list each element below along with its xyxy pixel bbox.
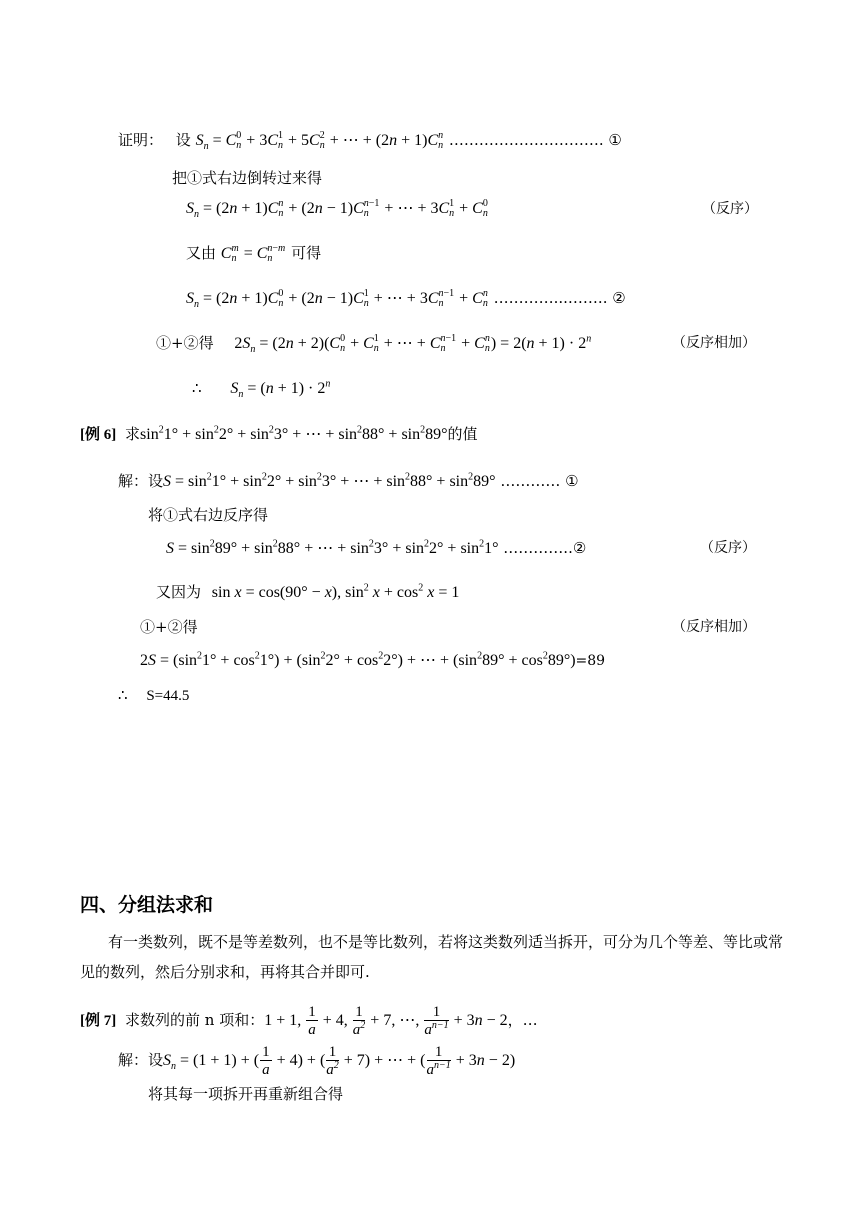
example6-ask: 求 xyxy=(125,425,141,443)
formula-2s: $2S = (\sin^21^\circ + \cos^21^\circ) + (\sin^22^\circ + \cos^22^\circ)$ + ⋯ + $(\sin^289^\circ + \cos^289^\circ)$ xyxy=(140,650,576,669)
formula-combination-symmetry: C m n = C n−m n xyxy=(220,243,286,265)
example6-value-of: 的值 xyxy=(447,425,478,443)
ex6-reverse-text: 将①式右边反序得 xyxy=(148,506,269,524)
ex7-split-text: 将其每一项拆开再重新组合得 xyxy=(148,1085,344,1103)
formula-sin-sum: $\sin^21^\circ + \sin^22^\circ + \sin^23^\circ$ + ⋯ + $\sin^288^\circ + \sin^289^\circ$ xyxy=(140,424,448,443)
ex6-solve-line xyxy=(118,471,579,492)
formula-sn-reversed: $S_n = (2n + 1)C$ n n + (2n − 1)C n−1 n + ⋯ + 3C 1 n + C 0 n xyxy=(186,198,488,221)
ex6-answer: S=44.5 xyxy=(146,688,190,704)
proof-result-line xyxy=(192,378,330,399)
again-text: 又由 xyxy=(186,244,217,262)
formula-sn-def: $S_n = C$ 0 n + 3C 1 n + 5C 2 n + ⋯ + (2n + 1)C n n xyxy=(195,130,444,153)
proof-line-4 xyxy=(186,288,626,309)
example7-ask: 求数列的前 n 项和： xyxy=(125,1011,265,1029)
ex7-solve-label: 解：设 xyxy=(118,1051,164,1069)
proof-line-1 xyxy=(118,130,622,151)
example7-tail: ，… xyxy=(507,1011,538,1029)
note-reverse-1: （反序） xyxy=(702,201,758,217)
sum-label: ①+②得 xyxy=(156,334,214,352)
because-text: 又因为 xyxy=(156,583,202,601)
formula-sn-group: $S_n = (1 + 1)$ + ( $\frac{1}{a}$ + 4) + ( $\frac{1}{a^2}$ + 7) + ⋯ + ( $\frac{1}{a^{n-1}}$ + 3n − 2) xyxy=(163,1043,516,1078)
formula-sn-result: $S_n = (n + 1) \cdot 2^n$ xyxy=(230,378,331,401)
note-add-2: （反序相加） xyxy=(672,619,756,635)
dots-marker-1: …………………………. ① xyxy=(448,131,622,149)
formula-s-def: $S = \sin^21^\circ + \sin^22^\circ + \sin^23^\circ$ + ⋯ + $\sin^288^\circ + \sin^289^\circ$ xyxy=(163,471,496,490)
therefore-symbol: ∴ xyxy=(192,379,202,397)
formula-sn-second: $S_n = (2n + 1)C$ 0 n + (2n − 1)C 1 n + ⋯ + 3C n−1 n + C n n xyxy=(186,288,488,311)
again-line xyxy=(186,243,321,264)
formula-2sn: $2S_n = (2n + 2)(C$ 0 n + C 1 n + ⋯ + C n−1 n + C n n ) = $2(n + 1) \cdot 2^n$ xyxy=(234,333,592,356)
ex6-therefore: ∴ xyxy=(118,686,128,704)
ex6-because-line xyxy=(156,582,459,603)
ex6-solve-label: 解：设 xyxy=(118,472,164,490)
ex6-2s-line xyxy=(140,650,605,671)
note-add-1: （反序相加） xyxy=(672,335,756,351)
section4-paragraph: 有一类数列，既不是等差数列，也不是等比数列，若将这类数列适当拆开，可分为几个等差、等比或常见的数列，然后分别求和，再将其合并即可. xyxy=(80,933,784,981)
formula-identity: sin x = cos(90° − x), $\sin^2 x + \cos^2 x = 1$ xyxy=(211,582,460,601)
ex6-dots-2: …………..② xyxy=(503,539,587,557)
formula-sequence: 1 + 1, $\frac{1}{a}$ + 4, $\frac{1}{a^2}$ + 7, ⋯, $\frac{1}{a^{n-1}}$ + 3n − 2 xyxy=(264,1003,508,1038)
formula-s-reversed: $S = \sin^289^\circ + \sin^288^\circ$ + ⋯ + $\sin^23^\circ + \sin^22^\circ + \sin^21^\circ$ xyxy=(166,538,499,557)
set-word: 设 xyxy=(175,131,191,149)
ex6-dots-1: ………… ① xyxy=(500,472,579,490)
example7-line xyxy=(80,1002,538,1039)
ex6-reverse-line xyxy=(166,538,586,559)
ex6-sum-label: ①+②得 xyxy=(140,618,198,636)
section4-title: 四、分组法求和 xyxy=(80,894,214,916)
proof-label: 证明： xyxy=(118,131,164,149)
reverse-text: 把①式右边倒转过来得 xyxy=(172,169,323,187)
dots-marker-2: …………...…….. ② xyxy=(493,289,626,307)
ex6-equals-89: =89 xyxy=(575,653,606,669)
example6-tag: [例 6] xyxy=(80,427,117,443)
ex7-solve-line xyxy=(118,1042,515,1079)
ex6-answer-line xyxy=(118,685,189,706)
note-reverse-2: （反序） xyxy=(700,540,756,556)
example6-line xyxy=(80,424,478,445)
can-get-text: 可得 xyxy=(291,244,322,262)
example7-tag: [例 7] xyxy=(80,1013,117,1029)
proof-sum-line xyxy=(156,333,591,354)
